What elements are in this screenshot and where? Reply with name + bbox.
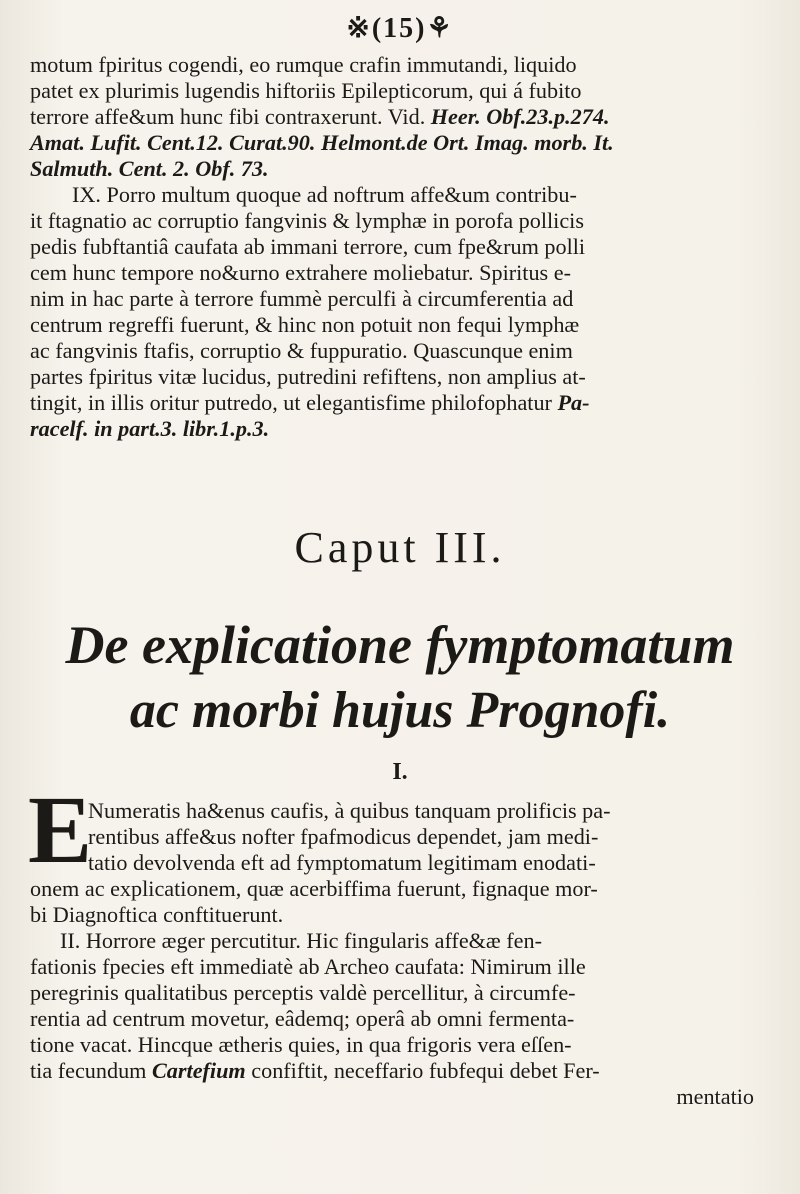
text-line: nim in hac parte à terrore fummè perculfi à circumferentia ad: [30, 286, 574, 311]
chapter-heading: Caput III.: [294, 523, 506, 572]
text-line: rentia ad centrum movetur, eâdemq; operâ ab omni fermenta-: [30, 1006, 575, 1031]
text-line: patet ex plurimis lugendis hiftoriis Epilepticorum, qui á fubito: [30, 78, 582, 103]
text-line: centrum regreffi fuerunt, & hinc non potuit non fequi lymphæ: [30, 312, 580, 337]
text-line-plain: confiftit, neceffario fubfequi debet Fer-: [251, 1058, 600, 1083]
text-line: pedis fubftantiâ caufata ab immani terrore, cum fpe&rum polli: [30, 234, 586, 259]
text-line: [30, 1058, 790, 1084]
chapter-title-line-2: ac morbi hujus Prognofi.: [129, 682, 671, 739]
text-line-plain: terrore affe&um hunc fibi contraxerunt. Vid.: [30, 104, 426, 129]
drop-cap: E: [28, 776, 93, 883]
reference-paracelsus: racelf. in part.3. libr.1.p.3.: [30, 416, 270, 441]
text-line: motum fpiritus cogendi, eo rumque crafin immutandi, liquido: [30, 52, 577, 77]
text-line: II. Horrore æger percutitur. Hic fingularis affe&æ fen-: [60, 928, 542, 953]
text-line: [30, 390, 790, 416]
text-line: tione vacat. Hincque ætheris quies, in qua frigoris vera eſſen-: [30, 1032, 572, 1057]
paragraph-ix: [30, 182, 790, 442]
text-line: rentibus affe&us nofter fpafmodicus dependet, jam medi-: [88, 824, 599, 849]
text-line: onem ac explicationem, quæ acerbiffima fuerunt, fignaque mor-: [30, 876, 598, 901]
section-number: I.: [392, 759, 408, 785]
text-line: partes fpiritus vitæ lucidus, putredini refiftens, non amplius at-: [30, 364, 586, 389]
page-header: [0, 6, 800, 52]
top-paragraph: [30, 52, 790, 182]
text-line-plain: tingit, in illis oritur putredo, ut elegantisfime philofophatur: [30, 390, 552, 415]
text-line: [30, 104, 790, 130]
text-line: bi Diagnoftica conftituerunt.: [30, 902, 284, 927]
text-line: cem hunc tempore no&urno extrahere moliebatur. Spiritus e-: [30, 260, 571, 285]
chapter-title-line-1: De explicatione fymptomatum: [65, 615, 735, 675]
reference-paracelsus-start: Pa-: [557, 390, 590, 415]
text-line: fationis fpecies eft immediatè ab Archeo caufata: Nimirum ille: [30, 954, 586, 979]
paragraph-i: [30, 798, 790, 928]
catchword: mentatio: [676, 1084, 754, 1109]
reference-salmuth: Salmuth. Cent. 2. Obf. 73.: [30, 156, 269, 181]
text-line: IX. Porro multum quoque ad noftrum affe&um contribu-: [72, 182, 577, 207]
reference-heer: Heer. Obf.23.p.274.: [430, 104, 610, 129]
text-line: peregrinis qualitatibus perceptis valdè percellitur, à circumfe-: [30, 980, 576, 1005]
reference-amatus: Amat. Lufit. Cent.12. Curat.90. Helmont.de Ort. Imag. morb. It.: [30, 130, 614, 155]
page-number-ornament: ※(15)⚘: [346, 13, 454, 44]
reference-cartesius: Cartefium: [152, 1058, 246, 1083]
text-line-plain: tia fecundum: [30, 1058, 147, 1083]
text-line: it ftagnatio ac corruptio fangvinis & lymphæ in porofa pollicis: [30, 208, 584, 233]
text-line: Numeratis ha&enus caufis, à quibus tanquam prolificis pa-: [88, 798, 611, 823]
text-line: tatio devolvenda eft ad fymptomatum legitimam enodati-: [88, 850, 596, 875]
text-line: ac fangvinis ftafis, corruptio & fuppuratio. Quascunque enim: [30, 338, 573, 363]
paragraph-ii: [30, 928, 790, 1110]
